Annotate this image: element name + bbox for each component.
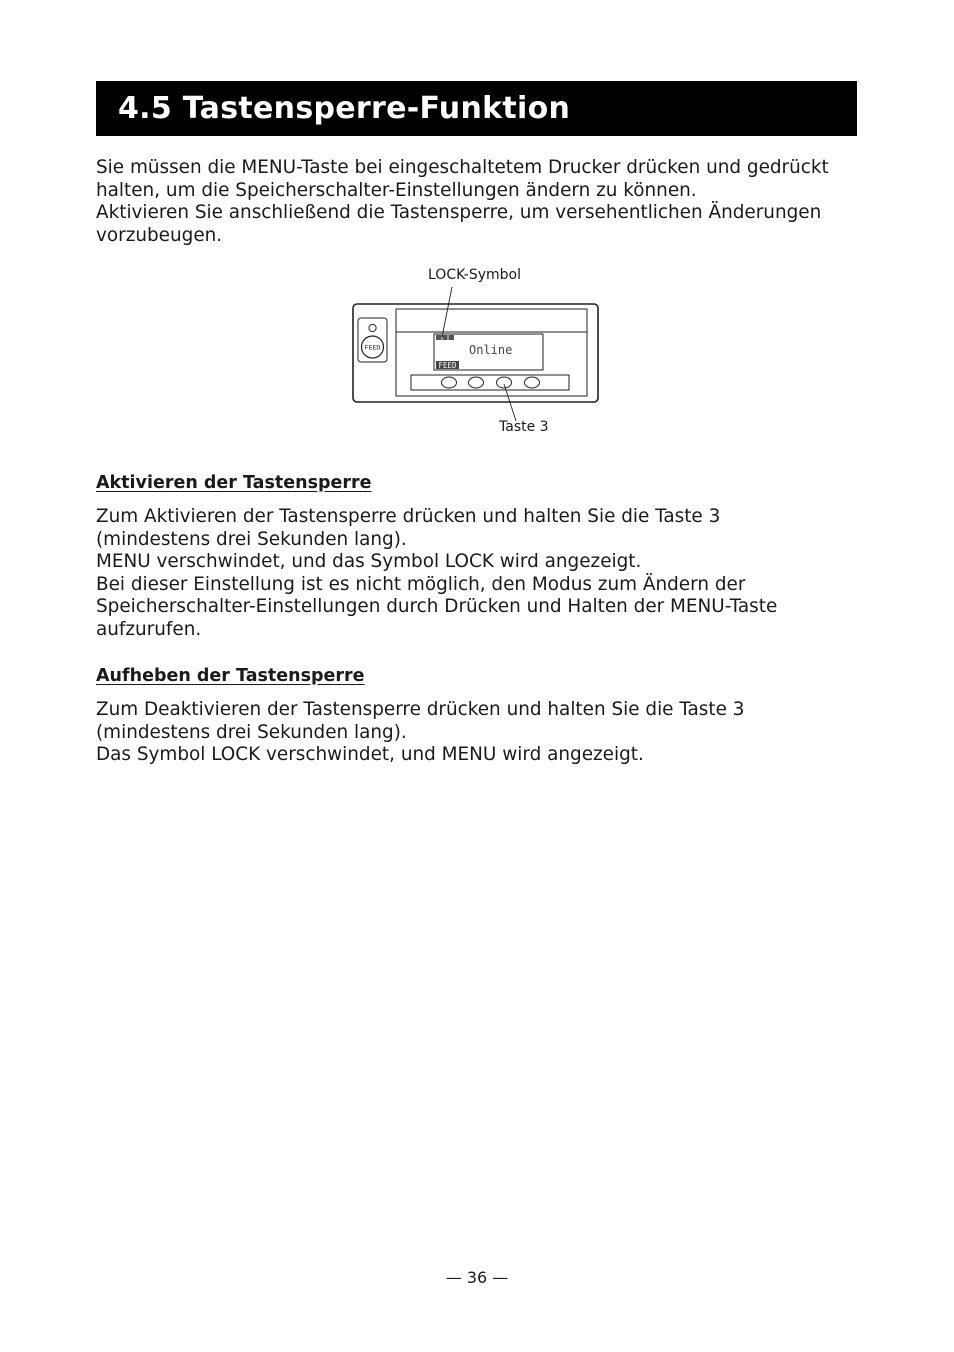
activate-line: aufzurufen. (96, 618, 202, 640)
section-title-bar (96, 81, 857, 136)
intro-line: halten, um die Speicherschalter-Einstellungen ändern zu können. (96, 179, 697, 201)
release-line: (mindestens drei Sekunden lang). (96, 721, 407, 743)
intro-line: Sie müssen die MENU-Taste bei eingeschaltetem Drucker drücken und gedrückt (96, 157, 829, 178)
lock-icon (436, 335, 454, 340)
activate-heading: Aktivieren der Tastensperre (96, 473, 372, 493)
activate-line: Bei dieser Einstellung ist es nicht möglich, den Modus zum Ändern der (96, 573, 746, 595)
screen-status-text: Online (469, 343, 513, 357)
lock-symbol-label: LOCK-Symbol (428, 267, 522, 283)
activate-line: Zum Aktivieren der Tastensperre drücken und halten Sie die Taste 3 (96, 506, 721, 527)
page-title: 4.5 Tastensperre-Funktion (118, 91, 571, 126)
intro-paragraph (96, 157, 866, 247)
release-line: Das Symbol LOCK verschwindet, und MENU wird angezeigt. (96, 744, 644, 766)
intro-line: vorzubeugen. (96, 224, 223, 246)
feed-button-label: FEED (364, 343, 381, 352)
intro-line: Aktivieren Sie anschließend die Tastensperre, um versehentlichen Änderungen (96, 202, 822, 224)
release-heading: Aufheben der Tastensperre (96, 666, 365, 686)
button-strip (411, 375, 569, 390)
key-3 (497, 377, 512, 388)
key-1 (442, 377, 457, 388)
key-4 (525, 377, 540, 388)
activate-line: Speicherschalter-Einstellungen durch Drücken und Halten der MENU-Taste (96, 596, 778, 618)
activate-line: MENU verschwindet, und das Symbol LOCK wird angezeigt. (96, 551, 642, 573)
key-2 (469, 377, 484, 388)
release-line: Zum Deaktivieren der Tastensperre drücken und halten Sie die Taste 3 (96, 699, 745, 720)
release-paragraph (96, 699, 866, 767)
activate-paragraph (96, 506, 866, 642)
button-3-label: Taste 3 (499, 419, 549, 435)
activate-line: (mindestens drei Sekunden lang). (96, 528, 407, 550)
screen-feed-tag: FEED (438, 361, 457, 370)
page-number: — 36 — (445, 1268, 509, 1287)
power-led-icon (369, 324, 376, 331)
operation-panel-illustration (340, 285, 610, 425)
